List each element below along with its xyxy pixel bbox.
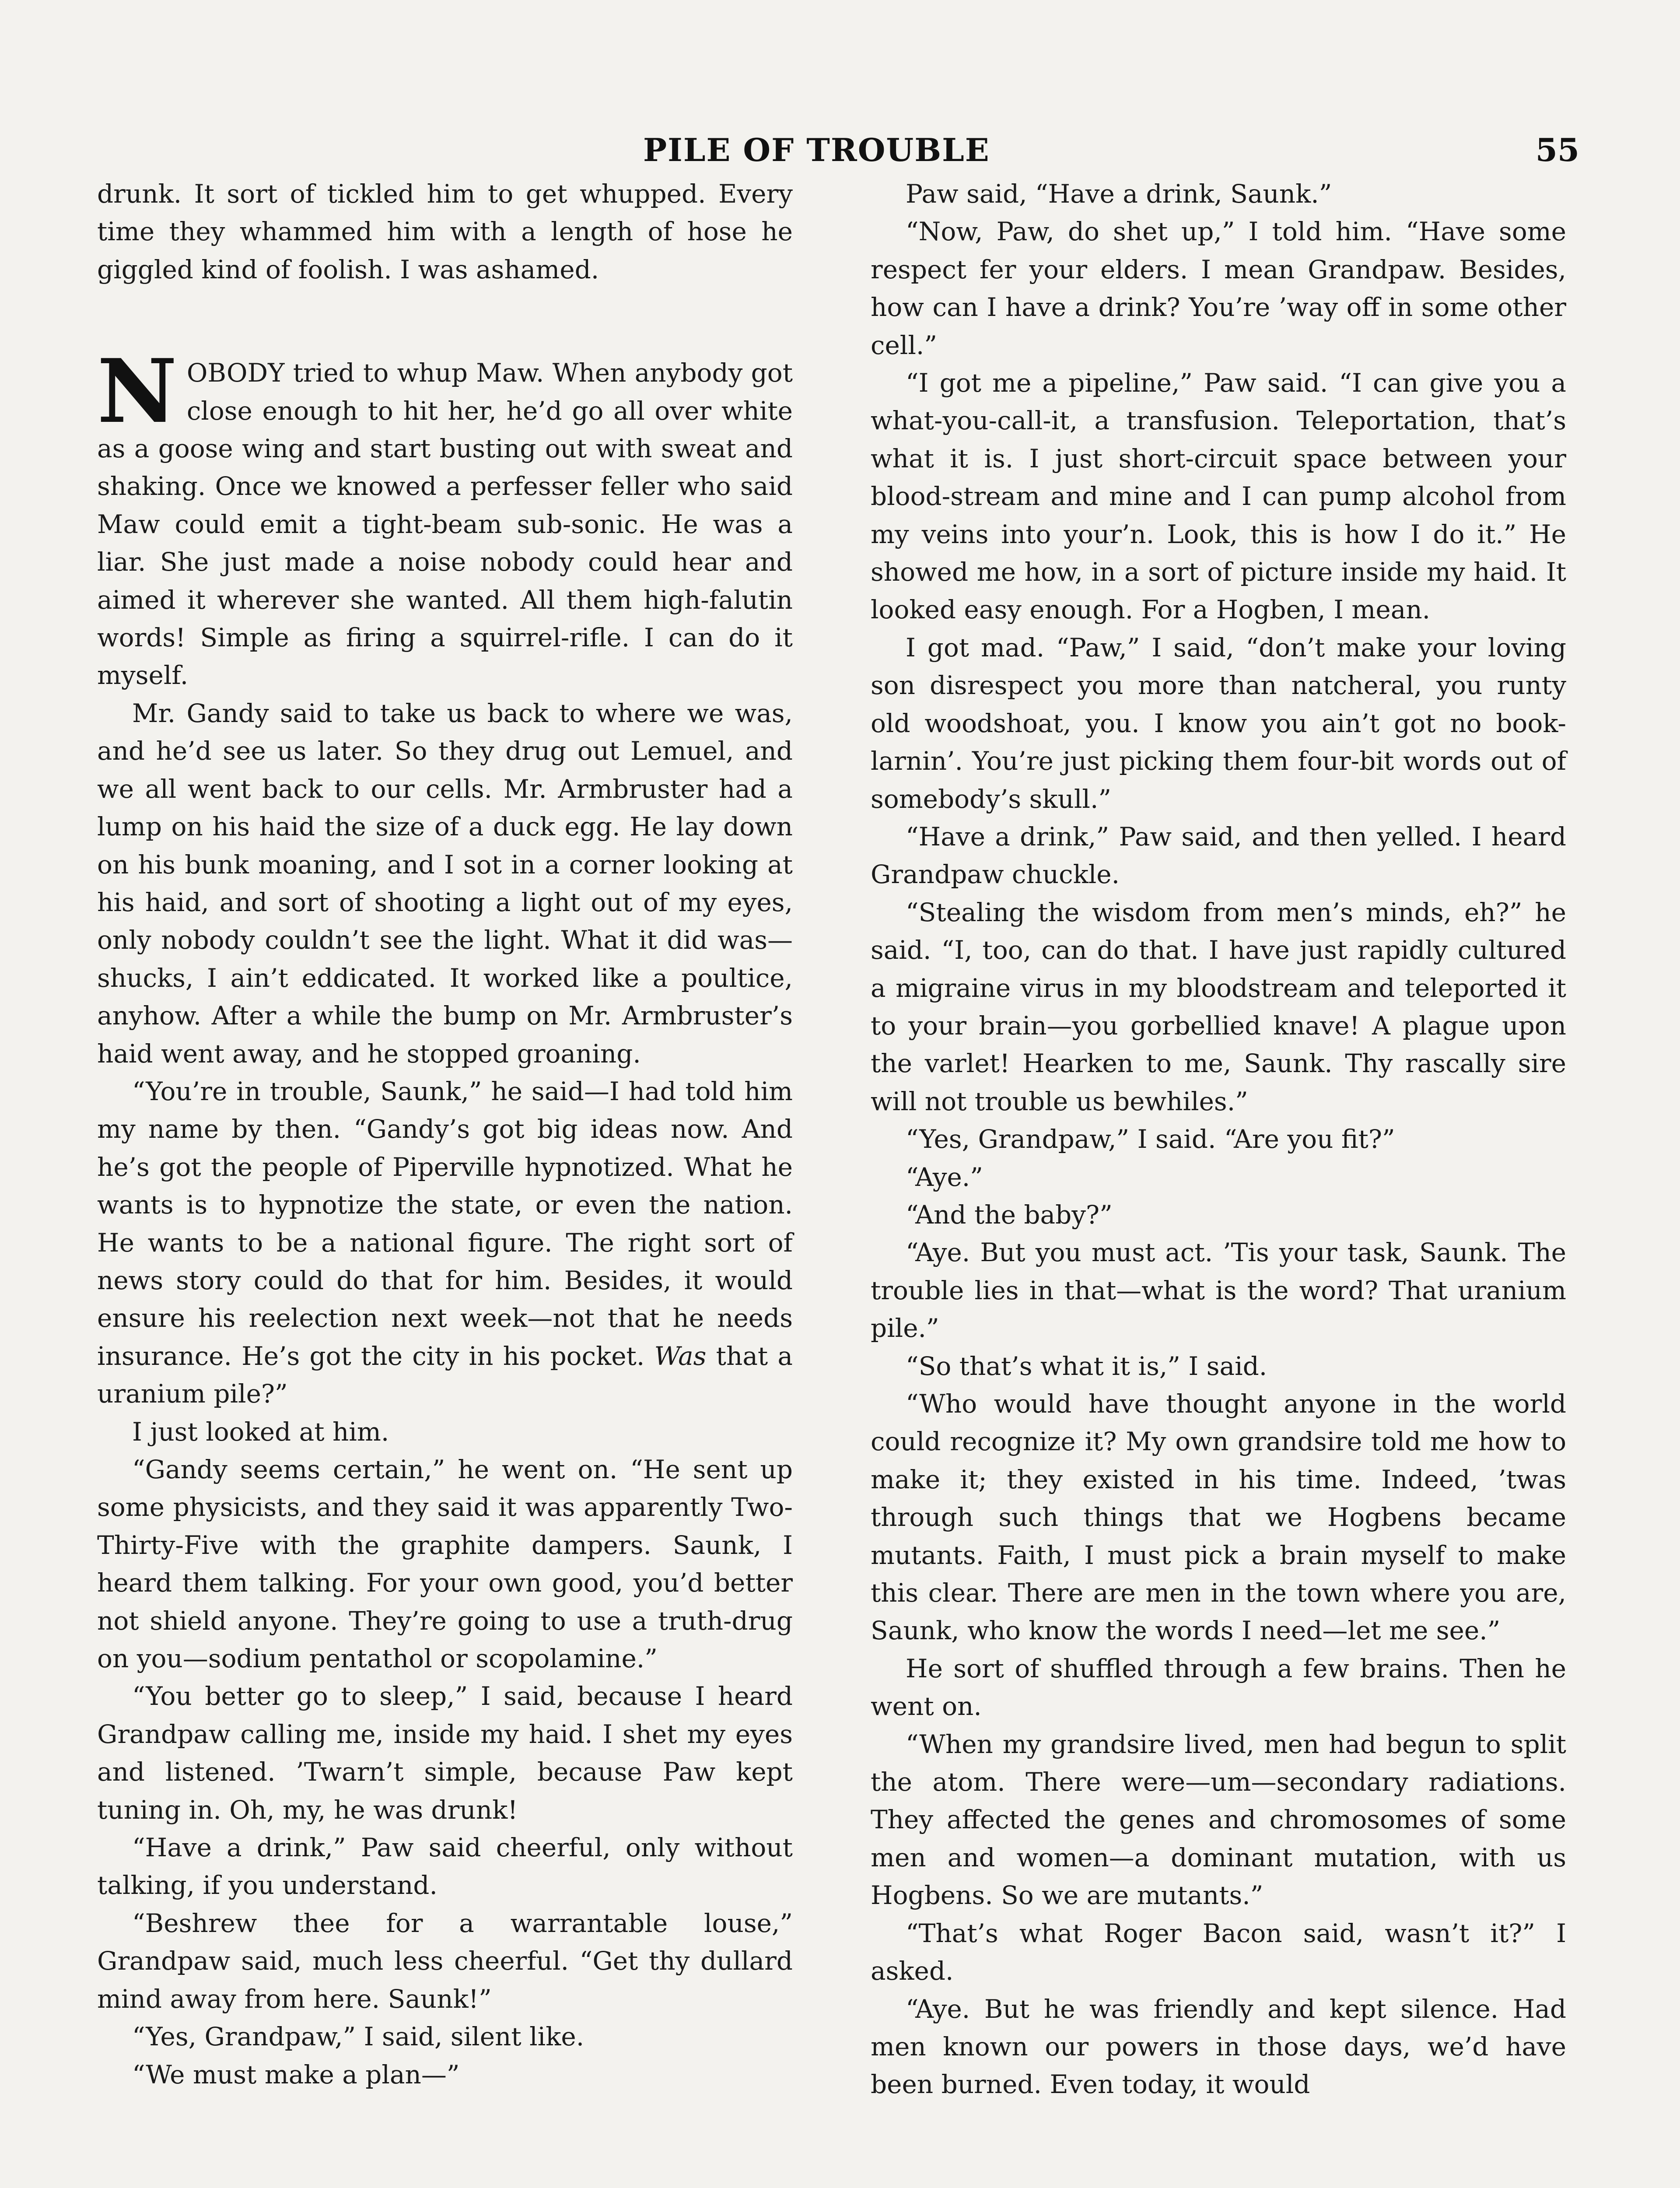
- paragraph-text: “You’re in trouble, Saunk,” he said—I had told him my name by then. “Gandy’s got big ideas now. And he’s got the people of Piperville hypnotized. What he wants is to hypnotize the state, or even the nation. He wants to be a national figure. The right sort of news story could do that for him. Besides, it would ensure his reelection next week—not that he needs insurance. He’s got the city in his pocket.: [97, 1076, 793, 1371]
- paragraph-drop-cap: [97, 340, 793, 694]
- paragraph: “Now, Paw, do shet up,” I told him. “Have some respect fer your elders. I mean Grandpaw. Besides, how can I have a drink? You’re ’way off in some other cell.”: [871, 217, 1566, 360]
- paragraph: drunk. It sort of tickled him to get whupped. Every time they whammed him with a length of hose he giggled kind of foolish. I was ashamed.: [97, 179, 793, 284]
- paragraph: “And the baby?”: [906, 1199, 1113, 1230]
- paragraph: I just looked at him.: [132, 1417, 389, 1447]
- paragraph: “So that’s what it is,” I said.: [906, 1351, 1267, 1381]
- drop-cap: N: [97, 340, 177, 443]
- paragraph: “Have a drink,” Paw said, and then yelled. I heard Grandpaw chuckle.: [871, 821, 1566, 890]
- paragraph: “When my grandsire lived, men had begun to split the atom. There were—um—secondary radiations. They affected the genes and chromosomes of some men and women—a dominant mutation, with us Hogbens. So we are mutants.”: [871, 1729, 1566, 1911]
- paragraph: “Aye. But you must act. ’Tis your task, Saunk. The trouble lies in that—what is the word? That uranium pile.”: [871, 1238, 1566, 1343]
- paragraph: Mr. Gandy said to take us back to where we was, and he’d see us later. So they drug out Lemuel, and we all went back to our cells. Mr. Armbruster had a lump on his haid the size of a duck egg. He lay down on his bunk moaning, and I sot in a corner looking at his haid, and sort of shooting a light out of my eyes, only nobody couldn’t see the light. What it did was—shucks, I ain’t eddicated. It worked like a poultice, anyhow. After a while the bump on Mr. Armbruster’s haid went away, and he stopped groaning.: [97, 698, 793, 1069]
- paragraph: “We must make a plan—”: [132, 2059, 460, 2090]
- paragraph: “Have a drink,” Paw said cheerful, only without talking, if you understand.: [97, 1833, 793, 1900]
- page-header: [564, 131, 1579, 179]
- paragraph-text: that a uranium pile?”: [97, 1341, 793, 1409]
- paragraph: [97, 1073, 793, 1413]
- paragraph: “Yes, Grandpaw,” I said. “Are you fit?”: [906, 1124, 1395, 1154]
- paragraph: “That’s what Roger Bacon said, wasn’t it?” I asked.: [871, 1918, 1566, 1986]
- paragraph: “Yes, Grandpaw,” I said, silent like.: [132, 2022, 584, 2052]
- paragraph: Paw said, “Have a drink, Saunk.”: [906, 179, 1332, 209]
- paragraph: I got mad. “Paw,” I said, “don’t make your loving son disrespect you more than natcheral, you runty old woodshoat, you. I know you ain’t got no book-larnin’. You’re just picking them four-bit words out of somebody’s skull.”: [871, 632, 1566, 814]
- paragraph: “Aye. But he was friendly and kept silence. Had men known our powers in those days, we’d have been burned. Even today, it would: [871, 1994, 1566, 2100]
- paragraph-text: OBODY tried to whup Maw. When anybody got close enough to hit her, he’d go all over white as a goose wing and start busting out with sweat and shaking. Once we knowed a perfesser feller who said Maw could emit a tight-beam sub-sonic. He was a liar. She just made a noise nobody could hear and aimed it wherever she wanted. All them high-falutin words! Simple as firing a squirrel-rifle. I can do it myself.: [97, 358, 793, 691]
- paragraph: He sort of shuffled through a few brains. Then he went on.: [871, 1653, 1566, 1722]
- emphasis-text: Was: [654, 1341, 707, 1371]
- paragraph: “I got me a pipeline,” Paw said. “I can give you a what-you-call-it, a transfusion. Teleportation, that’s what it is. I just short-circuit space between your blood-stream and mine and I can pump alcohol from my veins into your’n. Look, this is how I do it.” He showed me how, in a sort of picture inside my haid. It looked easy enough. For a Hogben, I mean.: [871, 368, 1566, 625]
- paragraph: “You better go to sleep,” I said, because I heard Grandpaw calling me, inside my haid. I shet my eyes and listened. ’Twarn’t simple, because Paw kept tuning in. Oh, my, he was drunk!: [97, 1681, 793, 1825]
- running-title: PILE OF TROUBLE: [643, 131, 990, 168]
- paragraph: “Who would have thought anyone in the world could recognize it? My own grandsire told me how to make it; they existed in his time. Indeed, ’twas through such things that we Hogbens became mutants. Faith, I must pick a brain myself to make this clear. There are men in the town where you are, Saunk, who know the words I need—let me see.”: [871, 1389, 1566, 1646]
- paragraph: “Aye.”: [906, 1162, 983, 1192]
- page-number: 55: [1535, 131, 1579, 168]
- paragraph: “Beshrew thee for a warrantable louse,” Grandpaw said, much less cheerful. “Get thy dullard mind away from here. Saunk!”: [97, 1908, 793, 2014]
- left-column: [97, 175, 793, 2093]
- right-column: [871, 175, 1566, 2104]
- paragraph: “Gandy seems certain,” he went on. “He sent up some physicists, and they said it was apparently Two-Thirty-Five with the graphite dampers. Saunk, I heard them talking. For your own good, you’d better not shield anyone. They’re going to use a truth-drug on you—sodium pentathol or scopolamine.”: [97, 1455, 793, 1674]
- paragraph: “Stealing the wisdom from men’s minds, eh?” he said. “I, too, can do that. I have just rapidly cultured a migraine virus in my bloodstream and teleported it to your brain—you gorbellied knave! A plague upon the varlet! Hearken to me, Saunk. Thy rascally sire will not trouble us bewhiles.”: [871, 897, 1566, 1116]
